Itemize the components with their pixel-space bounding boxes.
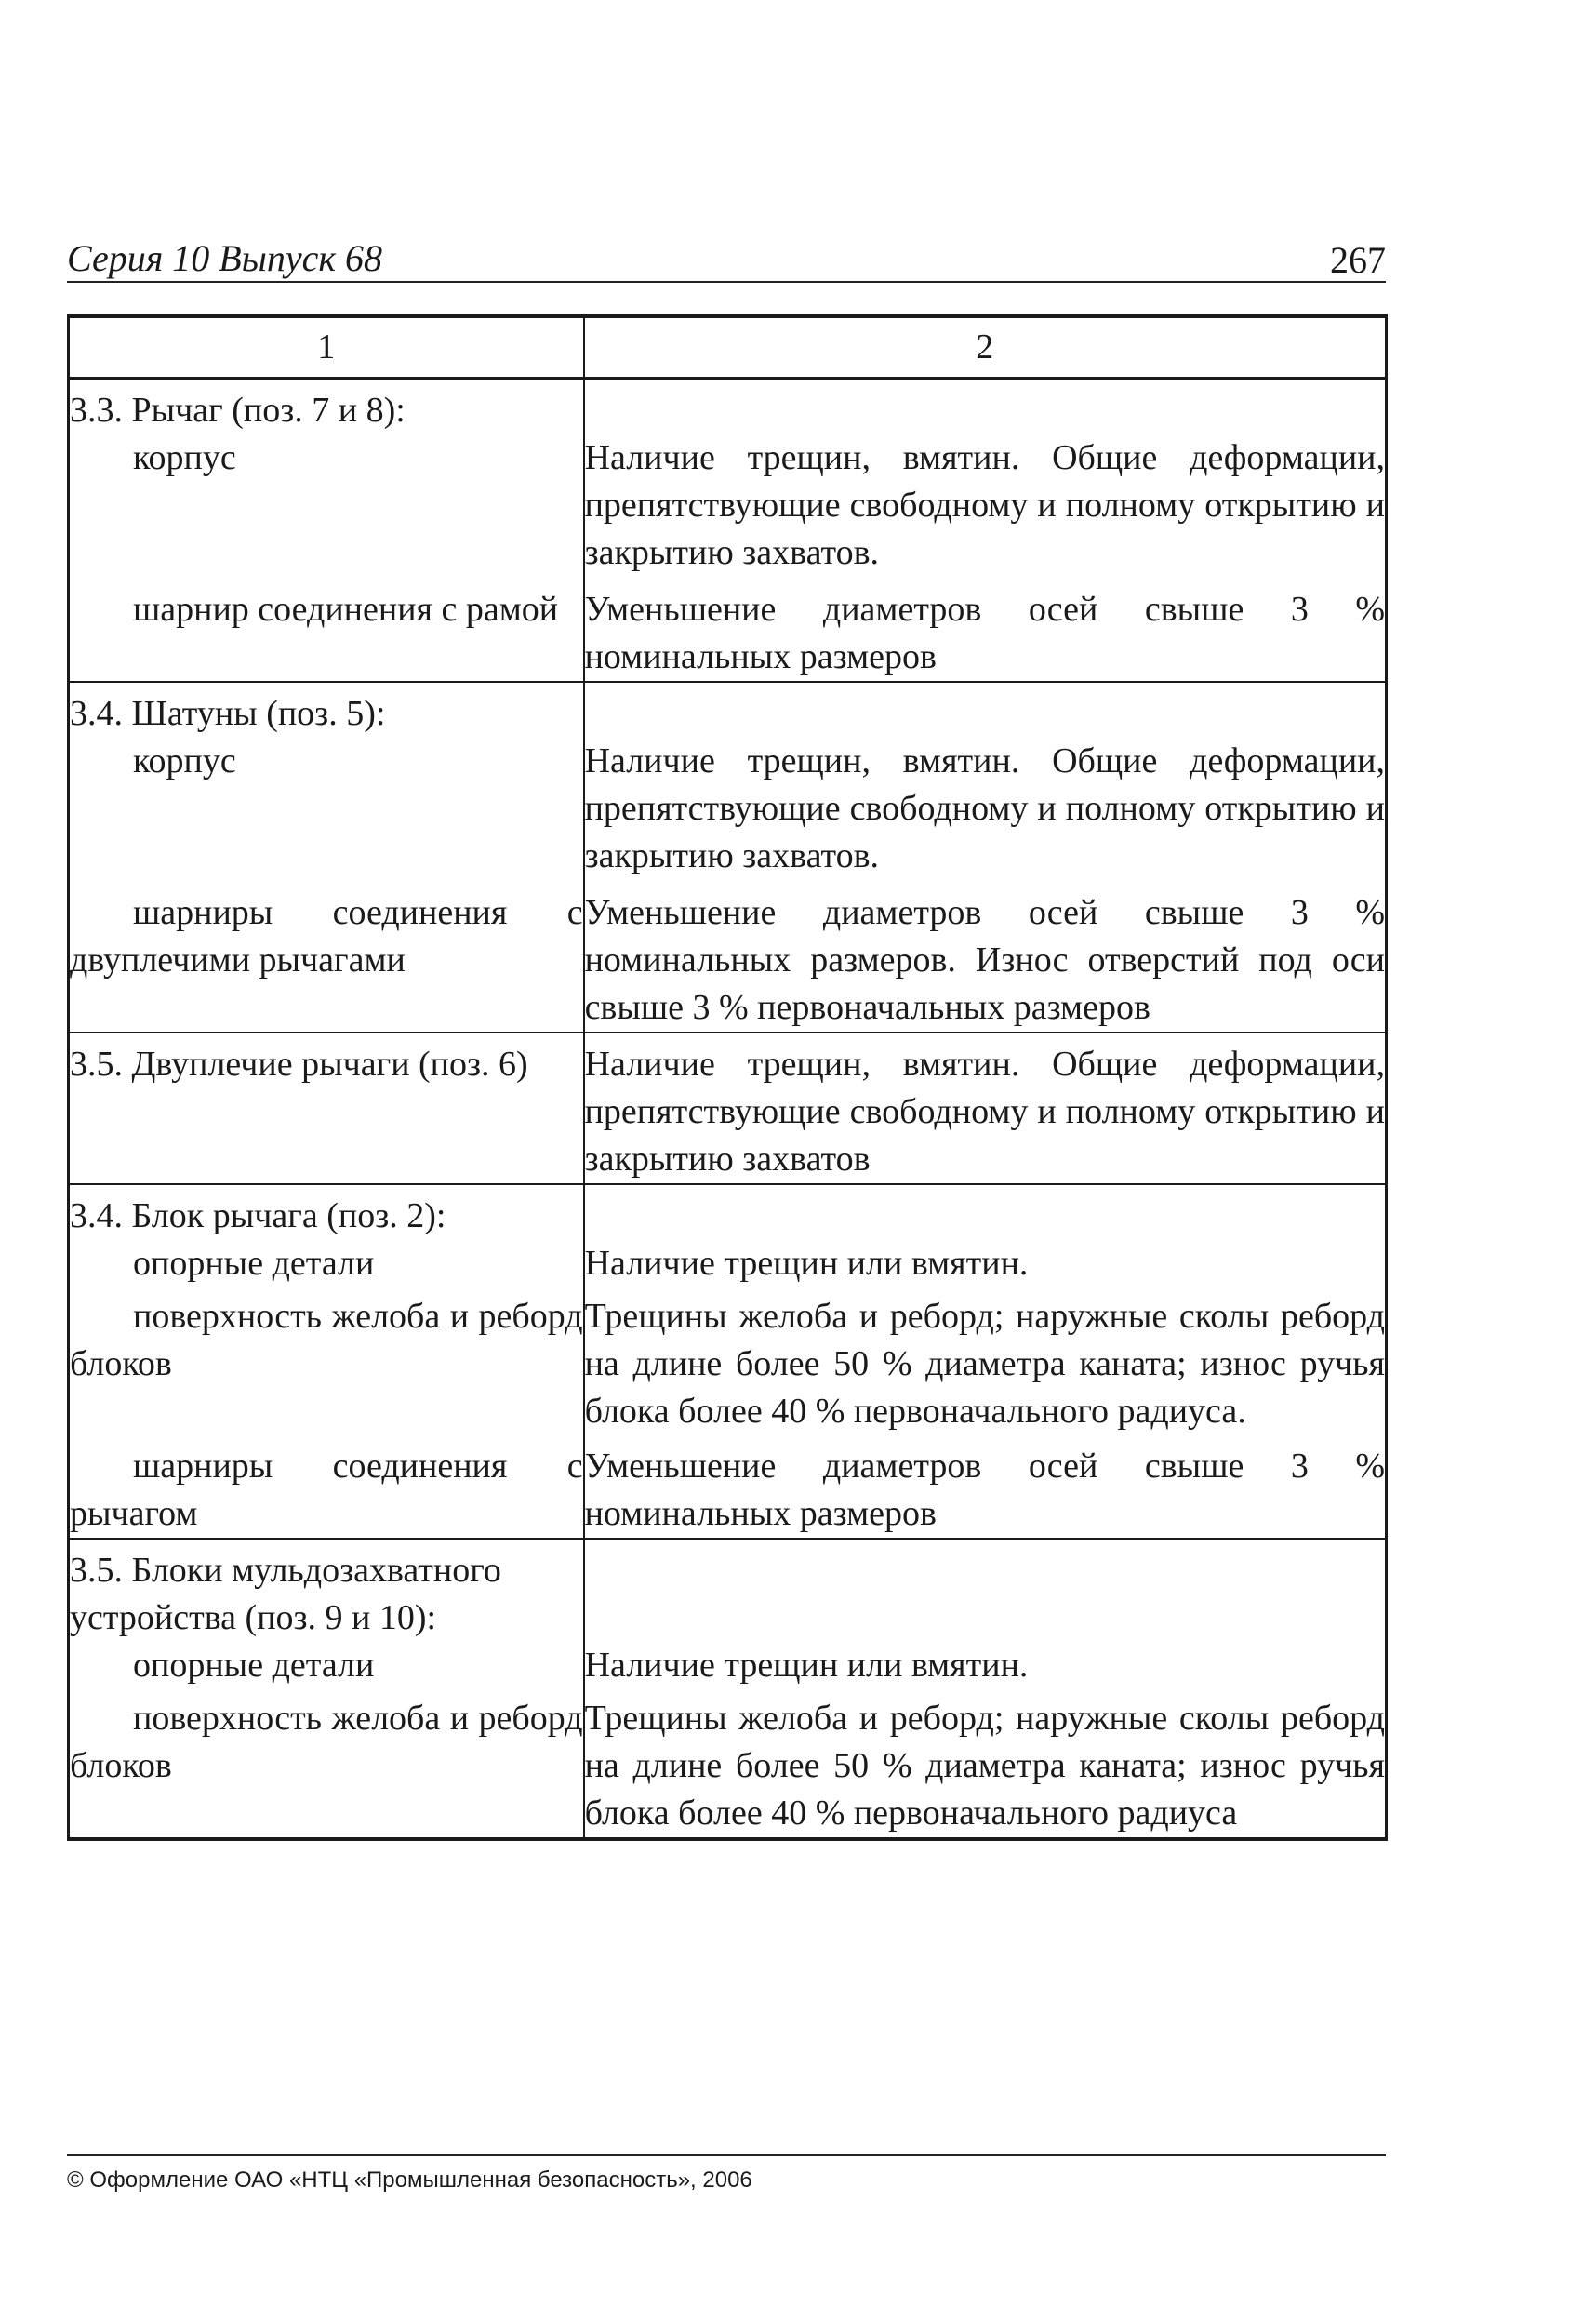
column-header-2: 2 [584,316,1387,379]
page-header [67,231,1386,283]
group-title: 3.4. Шатуны (поз. 5): [69,682,584,738]
footer-copyright: © Оформление ОАО «НТЦ «Промышленная безопасность», 2006 [67,2167,752,2193]
defect-text: Наличие трещин, вмятин. Общие деформации, препятствующие свободному и полному открытию и закрытию захватов. [584,438,1385,572]
part-name: опорные детали [133,1646,375,1685]
group-title-row [69,379,1387,435]
part-name: корпус [133,438,236,477]
table-row [69,1240,1387,1293]
defect-text: Уменьшение диаметров осей свыше 3 % номинальных размеров [584,1443,1387,1539]
part-name: шарниры соединения с рычагом [69,1443,584,1539]
part-name: шарниры соединения с двуплечими рычагами [69,889,584,1033]
part-name: поверхность желоба и реборд блоков [69,1695,584,1839]
table-row [69,1695,1387,1839]
group-title-row [69,1184,1387,1240]
series-title: Серия 10 Выпуск 68 [67,237,383,279]
defect-text: Трещины желоба и реборд; наружные сколы реборд на длине более 50 % диаметра каната; износ ручья блока более 40 % первоначального радиуса. [584,1297,1385,1431]
defects-table [67,314,1388,1841]
table-row [69,1293,1387,1443]
column-header-1: 1 [69,316,584,379]
table-row [69,586,1387,682]
table-row [69,1443,1387,1539]
group-title-row [69,1539,1387,1642]
table-row [69,434,1387,586]
defect-text: Наличие трещин, вмятин. Общие деформации, препятствующие свободному и полному открытию и закрытию захватов [584,1033,1387,1184]
part-name: шарнир соединения с рамой [69,586,584,682]
defect-text: Наличие трещин или вмятин. [584,1646,1029,1685]
footer-divider [67,2154,1386,2156]
defect-text: Уменьшение диаметров осей свыше 3 % номинальных размеров. Износ отверстий под оси свыше 3 % первоначальных размеров [584,889,1387,1033]
part-name: корпус [133,741,236,780]
group-title-row [69,682,1387,738]
table-header-row [69,316,1387,379]
defect-text: Наличие трещин, вмятин. Общие деформации, препятствующие свободному и полному открытию и закрытию захватов. [584,741,1385,875]
group-title: 3.3. Рычаг (поз. 7 и 8): [69,379,584,435]
table-row [69,738,1387,889]
defect-text: Уменьшение диаметров осей свыше 3 % номинальных размеров [584,586,1387,682]
table-row [69,1033,1387,1184]
defect-text: Наличие трещин или вмятин. [584,1244,1029,1283]
group-title: 3.4. Блок рычага (поз. 2): [69,1184,584,1240]
group-title: 3.5. Блоки мульдозахватного устройства (поз. 9 и 10): [69,1539,584,1642]
page-number: 267 [1330,239,1386,281]
part-name: опорные детали [133,1244,375,1283]
defect-text: Трещины желоба и реборд; наружные сколы реборд на длине более 50 % диаметра каната; износ ручья блока более 40 % первоначального радиуса [584,1699,1385,1833]
part-name: поверхность желоба и реборд блоков [69,1293,584,1443]
group-title: 3.5. Двуплечие рычаги (поз. 6) [69,1033,584,1184]
table-row [69,1642,1387,1695]
table-row [69,889,1387,1033]
